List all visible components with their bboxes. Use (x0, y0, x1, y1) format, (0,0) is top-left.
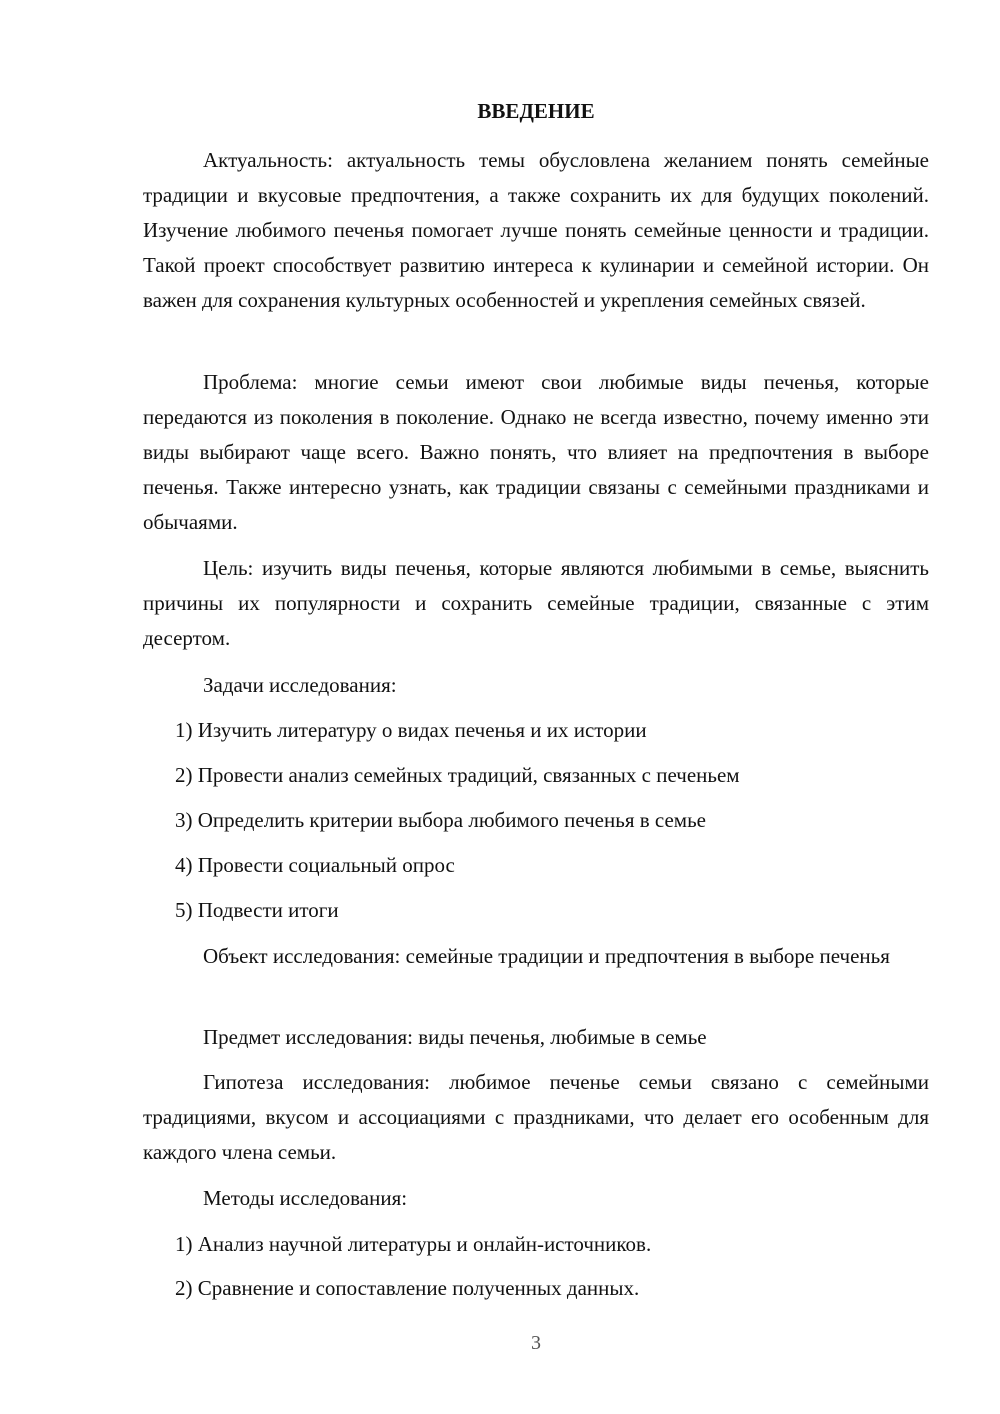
page-number: 3 (531, 1332, 541, 1354)
relevance-paragraph: Актуальность: актуальность темы обусловлена желанием понять семейные традиции и вкусовые предпочтения, а также сохранить их для будущих поколений. Изучение любимого печенья помогает лучше понять семейные ценности и традиции. Такой проект способствует развитию интереса к кулинарии и семейной истории. Он важен для сохранения культурных особенностей и укрепления семейных связей. (143, 148, 929, 312)
task-item: 3) Определить критерии выбора любимого печенья в семье (175, 808, 706, 832)
subject-paragraph: Предмет исследования: виды печенья, любимые в семье (203, 1025, 707, 1049)
page-title: ВВЕДЕНИЕ (477, 99, 595, 123)
hypothesis-paragraph: Гипотеза исследования: любимое печенье семьи связано с семейными традициями, вкусом и ассоциациями с праздниками, что делает его особенным для каждого члена семьи. (143, 1070, 929, 1164)
method-item: 2) Сравнение и сопоставление полученных данных. (175, 1276, 640, 1300)
task-item: 4) Провести социальный опрос (175, 853, 455, 877)
task-item: 1) Изучить литературу о видах печенья и их истории (175, 718, 647, 742)
task-item: 2) Провести анализ семейных традиций, связанных с печеньем (175, 763, 740, 787)
tasks-heading: Задачи исследования: (203, 673, 397, 697)
task-item: 5) Подвести итоги (175, 898, 339, 922)
methods-heading: Методы исследования: (203, 1186, 408, 1210)
problem-paragraph: Проблема: многие семьи имеют свои любимые виды печенья, которые передаются из поколения в поколение. Однако не всегда известно, почему именно эти виды выбирают чаще всего. Важно понять, что влияет на предпочтения в выборе печенья. Также интересно узнать, как традиции связаны с семейными праздниками и обычаями. (143, 370, 929, 534)
method-item: 1) Анализ научной литературы и онлайн-источников. (175, 1232, 652, 1256)
object-paragraph: Объект исследования: семейные традиции и предпочтения в выборе печенья (203, 944, 890, 968)
goal-paragraph: Цель: изучить виды печенья, которые являются любимыми в семье, выяснить причины их популярности и сохранить семейные традиции, связанные с этим десертом. (143, 556, 929, 650)
